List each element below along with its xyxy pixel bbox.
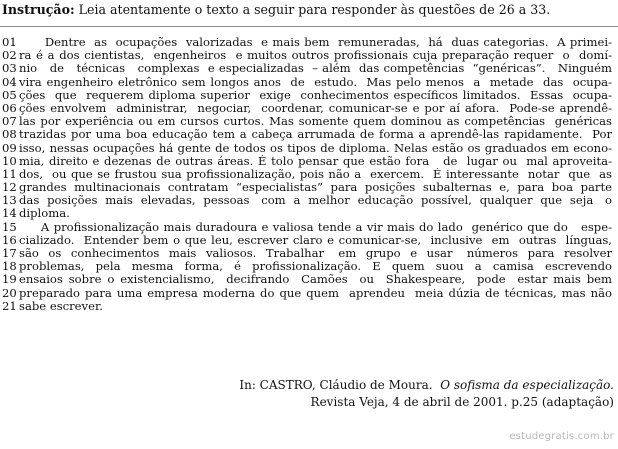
line-text: ções envolvem administrar, negociar, coordenar, comunicar-se e por aí afora. Pode-se aprendê- [19, 101, 612, 115]
text-line [2, 89, 612, 102]
line-text: são os conhecimentos mais valiosos. Trabalhar em grupo e usar números para resolver [19, 247, 612, 260]
line-text: diploma. [19, 207, 70, 221]
line-number: 06 [2, 100, 17, 115]
instruction [2, 2, 616, 18]
source-line-2: Revista Veja, 4 de abril de 2001. p.25 (adaptação) [310, 395, 614, 409]
source-line-1 [239, 377, 614, 394]
line-number: 15 [2, 219, 17, 234]
text-line [2, 194, 612, 207]
line-text: mia, direito e dezenas de outras áreas. É tolo pensar que estão fora de lugar ou mal aproveita- [19, 154, 612, 168]
line-number: 21 [2, 298, 17, 313]
text-line [2, 49, 612, 62]
line-number: 10 [2, 153, 17, 168]
line-text: ensaios sobre o existencialismo, decifrando Camões ou Shakespeare, pode estar mais bem [19, 273, 612, 287]
text-line [2, 142, 612, 155]
text-line [2, 234, 612, 247]
watermark: estudegratis.com.br [509, 431, 614, 442]
text-line [2, 128, 612, 141]
text-line [2, 62, 612, 75]
source-author: In: CASTRO, Cláudio de Moura. [239, 378, 433, 392]
line-text: ções que requerem diploma superior exige conhecimentos específicos limitados. Essas ocupa- [19, 88, 612, 102]
line-text: las por experiência ou em cursos curtos. Mas somente quem dominou as competências genéricas [19, 115, 612, 129]
line-number: 16 [2, 232, 17, 247]
text-line [2, 207, 612, 220]
line-number: 01 [2, 35, 17, 49]
text-line [2, 115, 612, 128]
instruction-text: Leia atentamente o texto a seguir para responder às questões de 26 a 33. [78, 2, 551, 17]
text-line [2, 181, 612, 194]
line-number: 19 [2, 272, 17, 287]
line-number: 07 [2, 114, 17, 129]
line-text: Dentre as ocupações valorizadas e mais bem remuneradas, há duas categorias. A primei- [19, 36, 612, 49]
line-text: isso, nessas ocupações há gente de todos os tipos de diploma. Nelas estão os graduados em econo- [19, 141, 612, 155]
text-line [2, 300, 612, 313]
text-line [2, 36, 612, 49]
text-line [2, 273, 612, 286]
text-line [2, 221, 612, 234]
line-number: 12 [2, 180, 17, 195]
line-text: A profissionalização mais duradoura e valiosa tende a vir mais do lado genérico que do espe- [19, 220, 612, 234]
text-line [2, 76, 612, 89]
line-number: 17 [2, 246, 17, 260]
text-body [2, 36, 612, 313]
source-citation [239, 377, 614, 411]
line-text: trazidas por uma boa educação tem a cabeça arrumada de forma a aprendê-las rapidamente. Por [19, 128, 612, 142]
line-text: grandes multinacionais contratam “especialistas” para posições subalternas e, para boa parte [19, 181, 612, 195]
line-number: 14 [2, 206, 17, 221]
text-line [2, 247, 612, 260]
line-number: 09 [2, 140, 17, 155]
line-text: preparado para uma empresa moderna do que quem aprendeu meia dúzia de técnicas, mas não [19, 286, 612, 300]
line-number: 03 [2, 61, 17, 76]
text-line [2, 260, 612, 273]
text-line [2, 155, 612, 168]
line-text: vira engenheiro eletrônico sem longos anos de estudo. Mas pelo menos a metade das ocupa- [19, 75, 612, 89]
divider [0, 26, 618, 27]
line-text: das posições mais elevadas, pessoas com a melhor educação possível, qualquer que seja o [19, 194, 612, 208]
line-text: cializado. Entender bem o que leu, escrever claro e comunicar-se, inclusive em outras línguas, [19, 233, 612, 247]
line-text: sabe escrever. [19, 299, 103, 313]
text-line [2, 287, 612, 300]
line-text: nio de técnicas complexas e especializadas – além das competências “genéricas”. Ninguém [19, 62, 612, 76]
line-text: problemas, pela mesma forma, é profissionalização. E quem suou a camisa escrevendo [19, 260, 612, 274]
line-number: 05 [2, 87, 17, 102]
text-line [2, 168, 612, 181]
line-number: 04 [2, 74, 17, 89]
line-text: dos, ou que se frustou sua profissionalização, pois não a exercem. É interessante notar que as [19, 167, 612, 181]
line-number: 18 [2, 259, 17, 274]
line-number: 13 [2, 193, 17, 208]
instruction-label: Instrução: [2, 2, 75, 17]
text-line [2, 102, 612, 115]
line-number: 11 [2, 166, 17, 181]
line-text: ra é a dos cientistas, engenheiros e muitos outros profissionais cuja preparação requer o domí- [19, 49, 612, 63]
source-title: O sofisma da especialização. [440, 378, 614, 392]
line-number: 20 [2, 285, 17, 300]
line-number: 08 [2, 127, 17, 142]
line-number: 02 [2, 48, 17, 63]
